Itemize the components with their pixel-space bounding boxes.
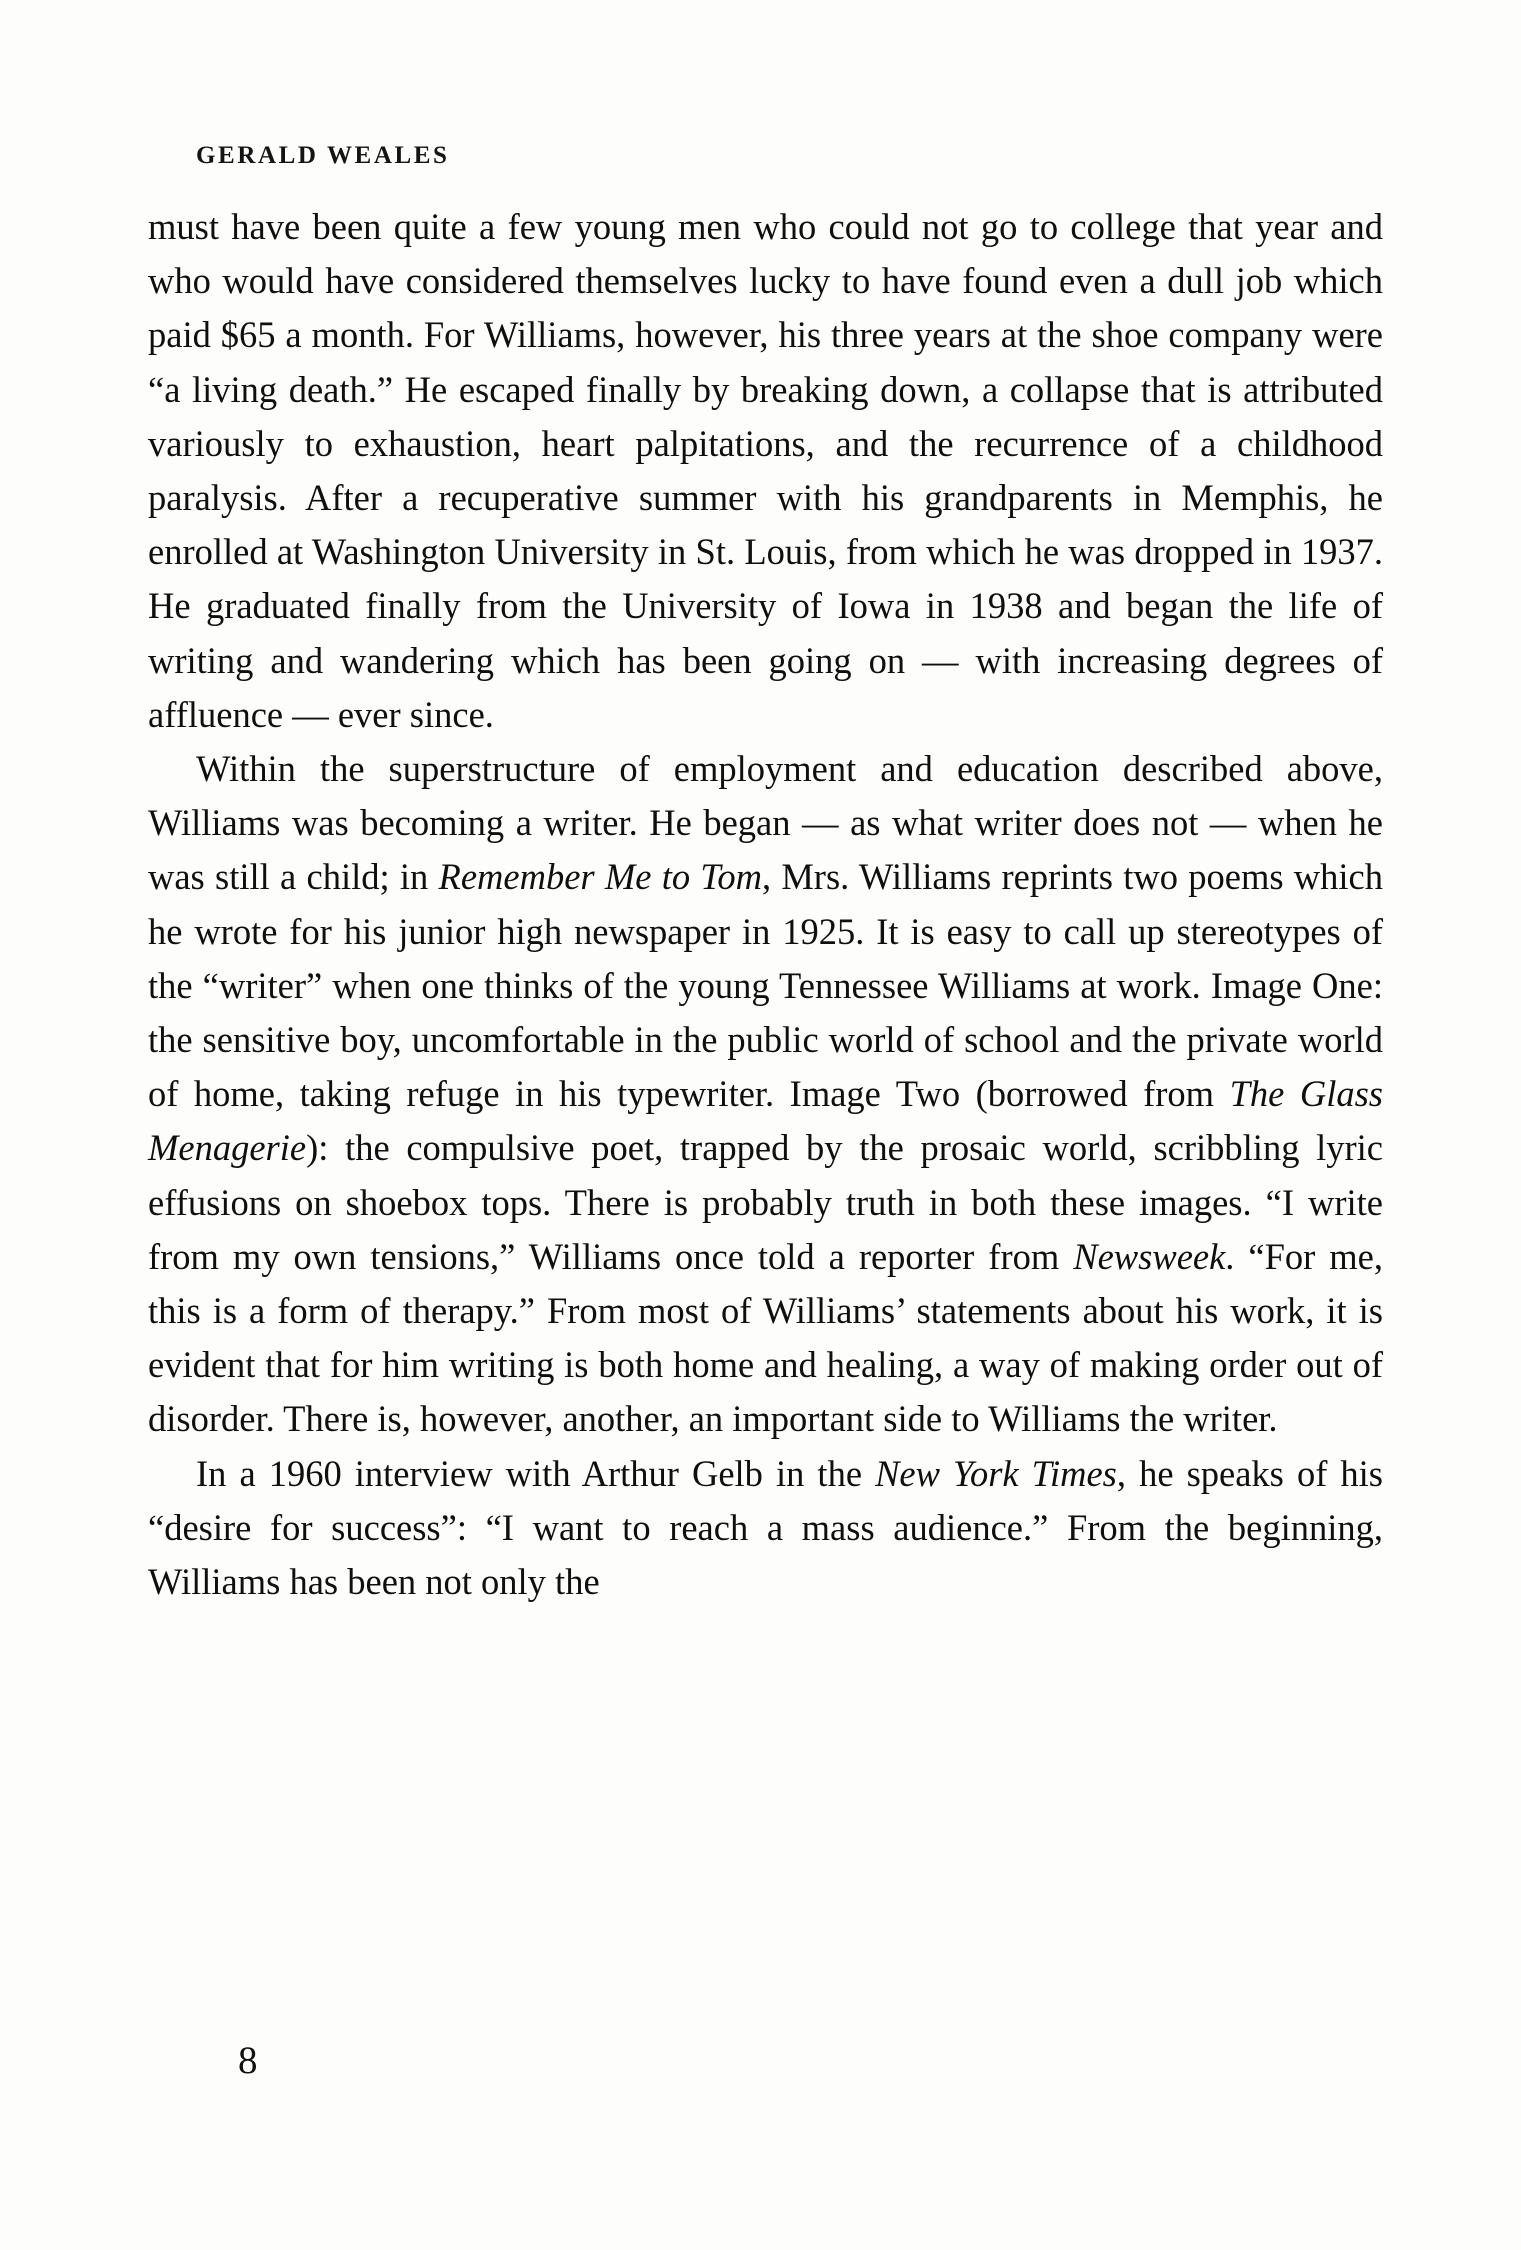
text-run: must have been quite a few young men who could not go to college that year and who would have considered themselves lucky to have found even a dull job which paid $65 a month. For Williams, however, his three years at the shoe company were “a living death.” He escaped finally by breaking down, a collapse that is attributed variously to exhaustion, heart palpitations, and the recurrence of a childhood paralysis. After a recuperative summer with his grandparents in Memphis, he enrolled at Washington University in St. Louis, from which he was dropped in 1937. He graduated finally from the University of Iowa in 1938 and began the life of writing and wandering which has been going on — with increasing degrees of affluence — ever since. xyxy=(148,206,1383,735)
italic-title: New York Times xyxy=(875,1452,1117,1494)
running-head: GERALD WEALES xyxy=(196,142,450,169)
text-run: Within the superstructure of employment and education described above, Williams was becoming a writer. He began — as what writer does not — when he was still a child; in xyxy=(148,748,1383,898)
text-run: ): the compulsive poet, trapped by the prosaic world, scribbling lyric effusions on shoebox tops. There is probably truth in both these images. “I write from my own tensions,” Williams once told a reporter from xyxy=(148,1127,1383,1277)
text-run: , Mrs. Williams reprints two poems which he wrote for his junior high newspaper in 1925. It is easy to call up stereotypes of the “writer” when one thinks of the young Tennessee Williams at work. Image One: the sensitive boy, uncomfortable in the public world of school and the private world of home, taking refuge in his typewriter. Image Two (borrowed from xyxy=(148,856,1384,1115)
italic-title: Remember Me to Tom xyxy=(438,856,762,898)
text-run: , he speaks of his “desire for success”: “I want to reach a mass audience.” From the beginning, Williams has been not only the xyxy=(148,1452,1384,1603)
page-number: 8 xyxy=(238,2039,258,2082)
text-run: In a 1960 interview with Arthur Gelb in the xyxy=(196,1452,876,1494)
text-run: . “For me, this is a form of therapy.” From most of Williams’ statements about his work, it is evident that for him writing is both home and healing, a way of making order out of disorder. There is, however, another, an important side to Williams the writer. xyxy=(148,1235,1384,1440)
para-3 xyxy=(148,1447,1383,1610)
para-2 xyxy=(148,742,1383,1447)
italic-title: Newsweek xyxy=(1073,1235,1226,1277)
body-text-column xyxy=(148,200,1383,1609)
para-1 xyxy=(148,200,1383,742)
italic-title: The Glass Menagerie xyxy=(148,1073,1383,1169)
